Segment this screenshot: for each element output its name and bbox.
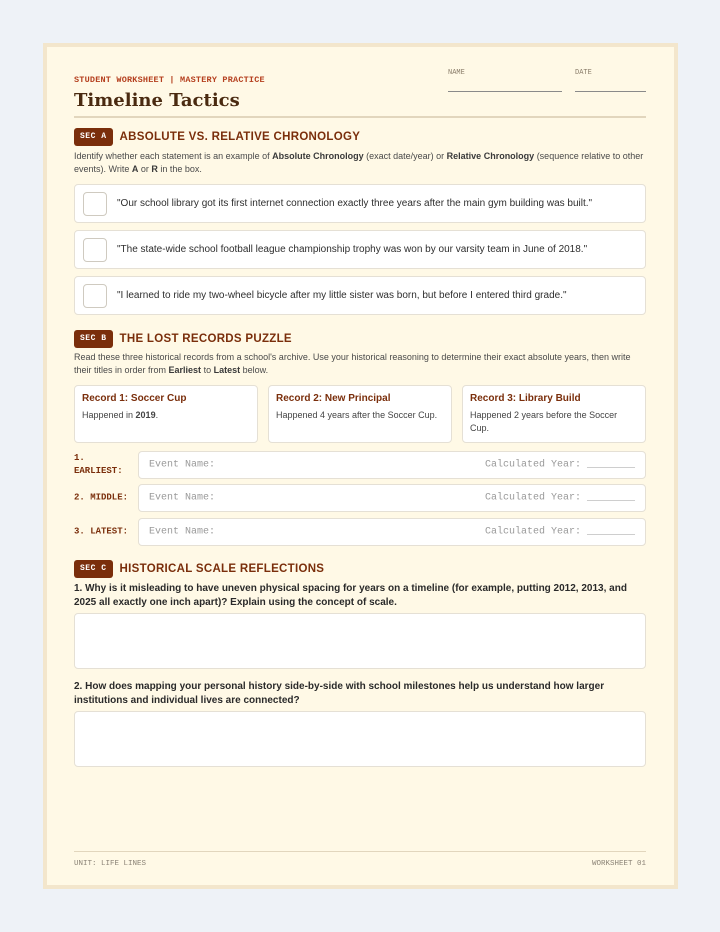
- section-b-header: [74, 330, 292, 348]
- worksheet-eyebrow: STUDENT WORKSHEET | MASTERY PRACTICE: [74, 75, 265, 85]
- emphasis-text: Latest: [213, 365, 241, 375]
- footer-unit: UNIT: LIFE LINES: [74, 860, 147, 868]
- order-input[interactable]: [138, 484, 646, 512]
- answer-box[interactable]: [83, 284, 107, 308]
- record-title: Record 2: New Principal: [276, 393, 391, 404]
- event-name-placeholder: Event Name:: [149, 492, 216, 504]
- date-field[interactable]: [575, 69, 646, 92]
- order-row-earliest: [74, 451, 646, 479]
- section-a-title: ABSOLUTE VS. RELATIVE CHRONOLOGY: [119, 131, 361, 143]
- footer-divider: [74, 851, 646, 852]
- emphasis-text: Absolute Chronology: [272, 151, 364, 161]
- calculated-year-placeholder: Calculated Year: ________: [484, 492, 635, 504]
- reflection-question: 1. Why is it misleading to have uneven physical spacing for years on a timeline (for example, putting 2012, 2013, and 2025 all exactly one inch apart)? Explain using the concept of scale.: [74, 583, 627, 608]
- record-card: [268, 385, 452, 443]
- name-field[interactable]: [448, 69, 562, 92]
- event-name-placeholder: Event Name:: [149, 526, 216, 538]
- worksheet-page: [43, 43, 678, 889]
- emphasis-text: A: [131, 164, 139, 174]
- record-title: Record 1: Soccer Cup: [82, 393, 187, 404]
- section-a-header: [74, 128, 360, 146]
- emphasis-text: Relative Chronology: [446, 151, 535, 161]
- calculated-year-placeholder: Calculated Year: ________: [484, 526, 635, 538]
- section-b-instructions: Read these three historical records from a school's archive. Use your historical reasoning to determine their exact absolute years, then write their titles in order from Earliest to Latest below.: [74, 352, 631, 375]
- statement-card: [74, 230, 646, 269]
- footer-worksheet-number: WORKSHEET 01: [591, 860, 646, 868]
- statement-text: "Our school library got its first internet connection exactly three years after the main gym building was built.": [117, 198, 593, 209]
- statement-card: [74, 184, 646, 223]
- order-row-middle: [74, 484, 646, 512]
- reflection-question: 2. How does mapping your personal history side-by-side with school milestones help us understand how larger institutions and individual lives are connected?: [74, 681, 605, 706]
- record-desc: Happened in 2019.: [82, 410, 159, 420]
- section-a-badge: SEC A: [74, 128, 113, 146]
- page-title: Timeline Tactics: [74, 90, 240, 111]
- emphasis-text: R: [151, 164, 158, 174]
- record-desc: Happened 2 years before the Soccer Cup.: [470, 410, 618, 433]
- record-title: Record 3: Library Build: [470, 393, 581, 404]
- date-label: DATE: [575, 69, 592, 77]
- record-card: [74, 385, 258, 443]
- section-c-badge: SEC C: [74, 560, 113, 578]
- order-row-latest: [74, 518, 646, 546]
- event-name-placeholder: Event Name:: [149, 459, 216, 471]
- answer-box[interactable]: [83, 238, 107, 262]
- record-desc: Happened 4 years after the Soccer Cup.: [276, 410, 438, 420]
- emphasis-text: 2019: [135, 410, 156, 420]
- order-label: 1. EARLIEST:: [74, 453, 123, 476]
- records-row: [74, 385, 646, 443]
- calculated-year-placeholder: Calculated Year: ________: [484, 459, 635, 471]
- section-c-title: HISTORICAL SCALE REFLECTIONS: [119, 563, 325, 575]
- date-line[interactable]: [575, 91, 646, 92]
- order-input[interactable]: [138, 451, 646, 479]
- record-card: [462, 385, 646, 443]
- order-input[interactable]: [138, 518, 646, 546]
- section-a-instructions: Identify whether each statement is an example of Absolute Chronology (exact date/year) or Relative Chronology (sequence relative to other events). Write A or R in the box.: [74, 151, 644, 174]
- answer-box[interactable]: [83, 192, 107, 216]
- header-divider: [74, 116, 646, 118]
- name-line[interactable]: [448, 91, 562, 92]
- order-label: 3. LATEST:: [74, 526, 129, 537]
- name-label: NAME: [448, 69, 465, 77]
- emphasis-text: Earliest: [168, 365, 202, 375]
- section-c-header: [74, 560, 324, 578]
- statement-text: "The state-wide school football league championship trophy was won by our varsity team in June of 2018.": [117, 244, 588, 255]
- section-b-badge: SEC B: [74, 330, 113, 348]
- section-b-title: THE LOST RECORDS PUZZLE: [119, 333, 292, 345]
- order-label: 2. MIDDLE:: [74, 492, 129, 503]
- reflection-answer-box[interactable]: [74, 613, 646, 669]
- reflection-answer-box[interactable]: [74, 711, 646, 767]
- statement-text: "I learned to ride my two-wheel bicycle after my little sister was born, but before I entered third grade.": [117, 290, 567, 301]
- statement-card: [74, 276, 646, 315]
